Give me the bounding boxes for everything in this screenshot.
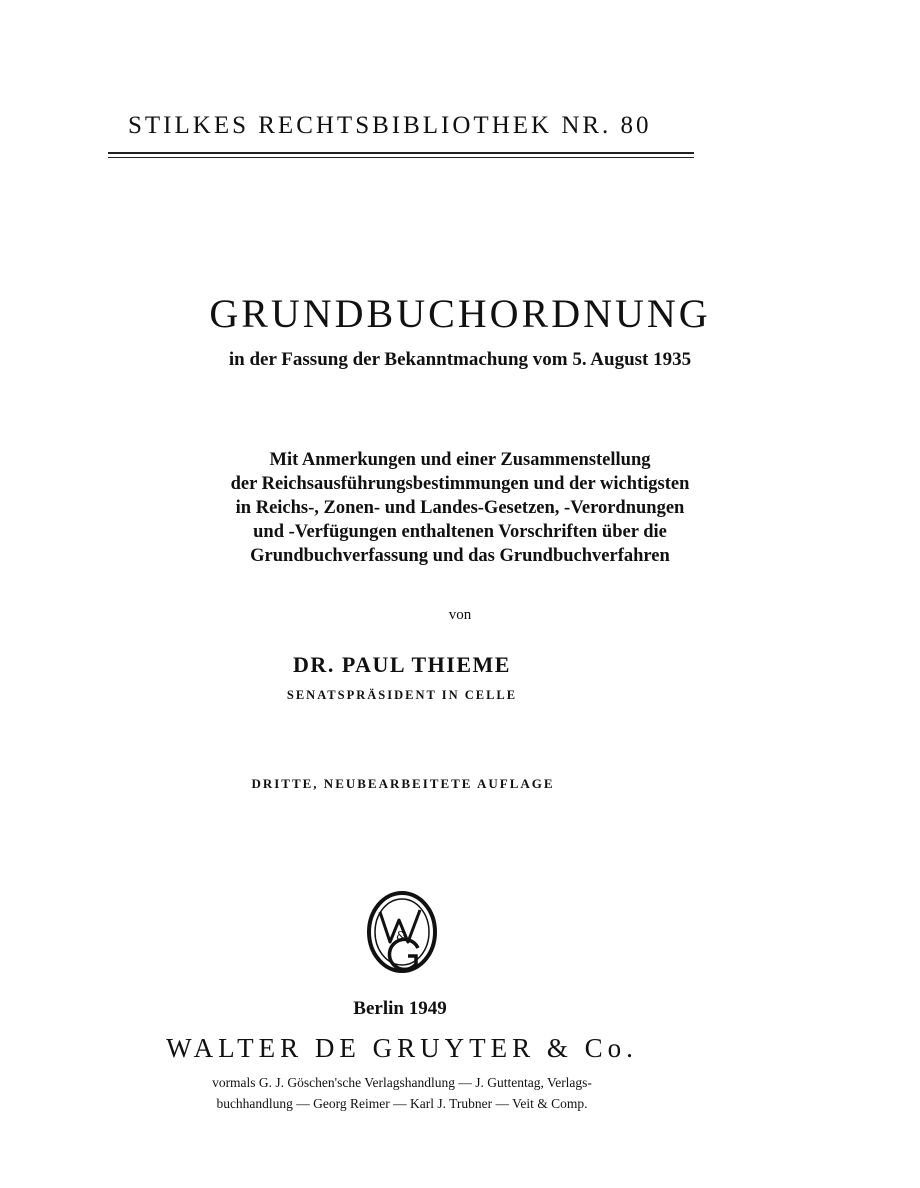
publisher-logo-icon <box>366 890 438 974</box>
svg-text:&: & <box>396 929 407 943</box>
book-subtitle: in der Fassung der Bekanntmachung vom 5. August 1935 <box>228 349 692 370</box>
publisher-note <box>0 1072 804 1114</box>
book-description <box>0 448 920 568</box>
description-line: der Reichsausführungsbestimmungen und der wichtigsten <box>230 474 690 494</box>
edition-label: DRITTE, NEUBEARBEITETE AUFLAGE <box>251 776 555 791</box>
author-position: SENATSPRÄSIDENT IN CELLE <box>286 688 518 702</box>
author-name: DR. PAUL THIEME <box>293 652 511 677</box>
description-line: Grundbuchverfassung und das Grundbuchverfahren <box>250 546 670 566</box>
by-label: von <box>448 607 472 623</box>
book-title: GRUNDBUCHORDNUNG <box>209 291 711 336</box>
description-line: und -Verfügungen enthaltenen Vorschriften über die <box>253 522 667 542</box>
publisher-note-line: vormals G. J. Göschen'sche Verlagshandlung — J. Guttentag, Verlags- <box>212 1075 592 1090</box>
header-rule-top <box>108 152 694 154</box>
publisher-name: WALTER DE GRUYTER & Co. <box>166 1033 638 1063</box>
description-line: in Reichs-, Zonen- und Landes-Gesetzen, -Verordnungen <box>235 498 685 518</box>
header-rule-bottom <box>108 157 694 158</box>
publisher-note-line: buchhandlung — Georg Reimer — Karl J. Trubner — Veit & Comp. <box>216 1096 588 1111</box>
series-heading: STILKES RECHTSBIBLIOTHEK NR. 80 <box>128 112 652 139</box>
description-line: Mit Anmerkungen und einer Zusammenstellung <box>269 450 651 470</box>
place-year: Berlin 1949 <box>353 998 447 1019</box>
